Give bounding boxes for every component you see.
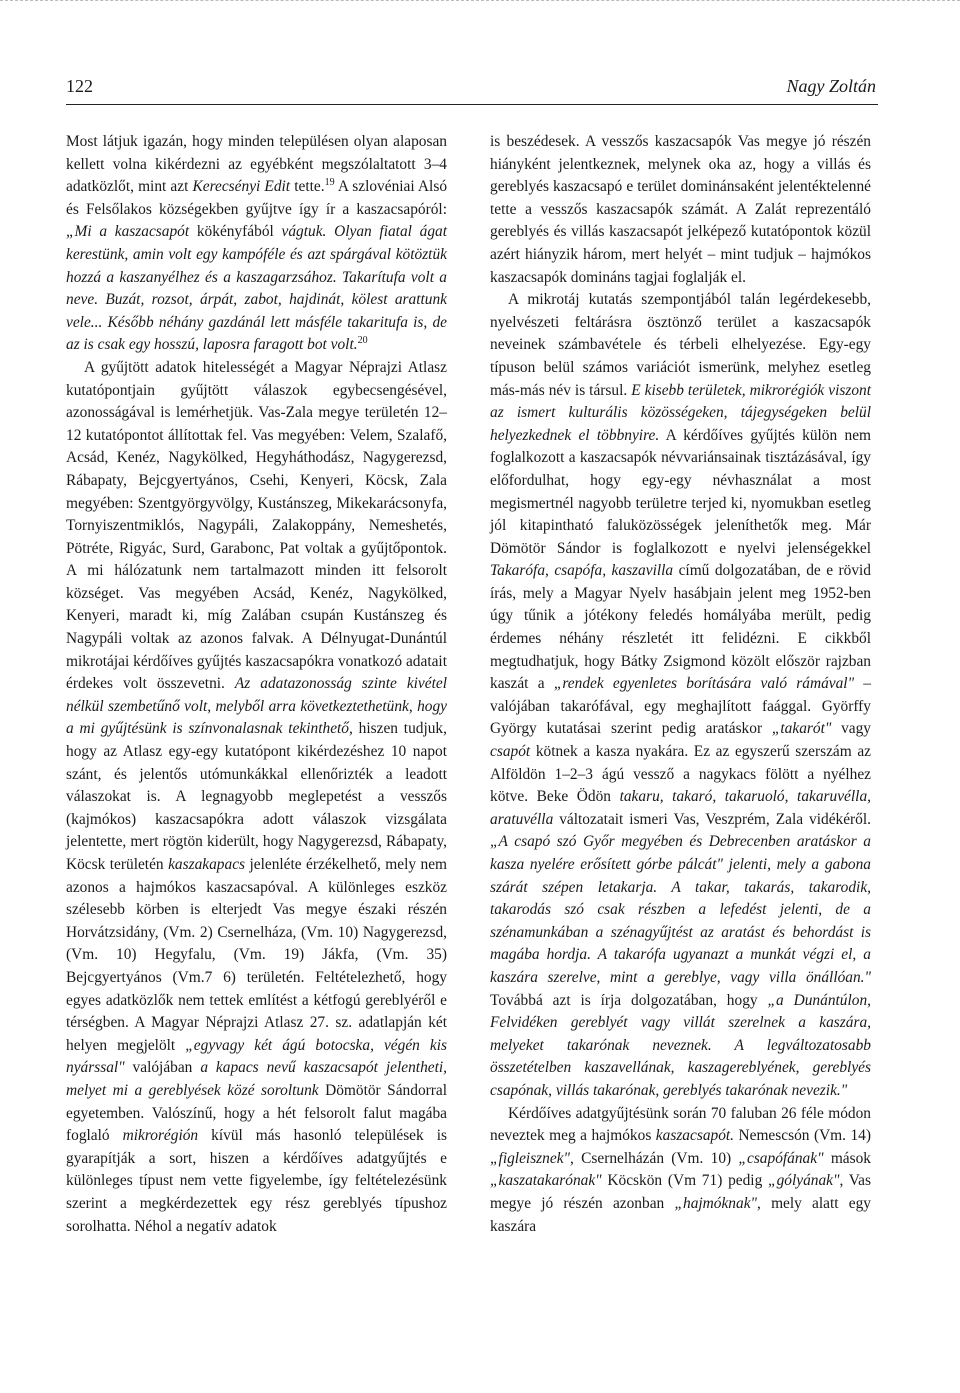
text-run: Takarófa, csapófa, kaszavilla (490, 562, 674, 580)
text-run: „A csapó szó Győr megyében és Debrecenben aratáskor a kasza nyelére erősített górbe pálcát" jelenti, mely a gabona szárát szépen letakarja. A takar, takarás, takarodik, takarodás szó csak részben a lefedést jelenti, de a szénamunkában a szénagyűjtést az aratást és behordást is magába hordja. A takarófa ugyanazt a munkát végzi el, a kaszára szerelve, mint a gereblye, vagy villa önállóan." (490, 833, 871, 986)
text-run: „rendek egyenletes borítására való rámával" (553, 675, 855, 693)
text-run: „kaszatakarónak" (490, 1172, 602, 1190)
text-run: „egyvagy két ágú botocska, végén kis nyárssal" (66, 1036, 447, 1077)
text-run: csapót (490, 743, 531, 761)
header-rule (66, 104, 878, 105)
text-run: a kapacs nevű kaszacsapót jelentheti, melyet mi a gereblyések közé soroltunk (66, 1059, 447, 1099)
text-run: A mikrotáj kutatás szempontjából talán legérdekesebb, nyelvészeti feltárásra ösztönző terület a kaszacsapók neveinek számbavétele és térbeli elhelyezése. Egy-egy típuson belül számos variációt ismerünk, melyhez esetleg más-más név is társul. (490, 291, 871, 399)
text-run: Dömötör Sándorral egyetemben. Valószínű, hogy a hét felsorolt falut magába foglaló (66, 1081, 447, 1145)
text-run: A gyűjtött adatok hitelességét a Magyar Néprajzi Atlasz kutatópontjain gyűjtött válaszok egybecsengésével, azonosságával is lemérhetjük. Vas-Zala megye területén 12–12 kutatópontot állítottak fel. Vas megyében: Velem, Szalafő, Acsád, Kenéz, Nagykölked, Hegyháthodász, Nagygerezsd, Rábapaty, Bejcgyertyános, Csehi, Kenyeri, Köcsk, Zala megyében: Szentgyörgyvölgy, Kustánszeg, Mikekarácsonyfa, Tornyiszentmiklós, Nagypáli, Zalakoppány, Nemeshetés, Pötréte, Rigyác, Surd, Garabonc, Pat voltak a gyűjtőpontok. A mi hálózatunk nem tartalmazott minden itt felsorolt községet. Vas megyében Acsád, Kenéz, Nagykölked, Kenyeri, maradt ki, míg Zalában csupán Kustánszeg és Nagypáli voltak az azonos falvak. A Délnyugat-Dunántúl mikrotájai kérdőíves gyűjtés kaszacsapókra vonatkozó adatait érdekes volt összevetni. (66, 358, 447, 693)
text-run: , Csernelházán (Vm. 10) (570, 1149, 739, 1167)
text-run: , Vas megye jó részén azonban (490, 1172, 871, 1212)
running-author: Nagy Zoltán (786, 76, 876, 96)
paragraph (66, 357, 447, 1238)
footnote-ref: 19 (324, 177, 335, 189)
left-column (66, 131, 447, 1238)
text-run: „gólyának" (768, 1172, 840, 1190)
paragraph (490, 131, 871, 289)
text-run: A szlovéniai Alsó és Felsőlakos községekben gyűjtve így ír a kaszacsapóról: (66, 178, 448, 218)
text-run: jelenléte érzékelhető, mely nem azonos a hajmókos kaszacsapóval. A különleges eszköz szélesebb körben is elterjedt Vas megye északi részén Horvátzsidány, (Vm. 2) Csernelháza, (Vm. 10) Nagygerezsd, (Vm. 10) Hegyfalu, (Vm. 19) Jákfa, (Vm. 35) Bejcgyertyános (Vm.7 6) területén. Feltételezhető, hogy egyes adatközlők nem tettek említést a kétfogú gereblyéről e térségben. A Magyar Néprajzi Atlasz 27. sz. adatlapján két helyen megjelölt (66, 856, 448, 1054)
right-column (490, 131, 871, 1238)
footnote-ref: 20 (357, 335, 368, 347)
text-run: változatait ismeri Vas, Veszprém, Zala vidékéről. (553, 810, 871, 828)
text-run: „hajmóknak" (674, 1194, 757, 1212)
text-run: kötnek a kasza nyakára. Ez az egyszerű szerszám az Alföldön 1–2–3 ágú vessző a nagykacs fölött a nyélhez kötve. Beke Ödön (490, 743, 871, 806)
text-run: „a Dunántúlon, Felvidéken gereblyét vagy villát szerelnek a kaszára, melyeket takarónak neveznek. A legváltozatosabb összetételben kaszavellának, kaszagereblyének, gereblyés csapónak, villás takarónak, gereblyés takarónak nevezik." (490, 991, 872, 1099)
text-run: hiszen tudjuk, hogy az Atlasz egy-egy kutatópont kikérdezéshez 10 napot szánt, és jelentős utómunkákkal ellenőrizték a leadott válaszokat is. A legnagyobb meglepetést a vesszős (kajmókos) kaszacsapókra adott válaszok vizsgálata jelentette, mert rögtön kiderült, hogy Nagygerezsd, Rábapaty, Köcsk területén (66, 720, 447, 873)
text-run: is beszédesek. A vesszős kaszacsapók Vas megye jó részén hiányként jelentkeznek, melynek oka az, hogy a villás és gereblyés kaszacsapó e terület dominánsaként jelentéktelenné tette a vesszős kaszacsapók számát. A Zalát reprezentáló gereblyés és villás kaszacsapót jelképező kutatópontok közül azért hiányzik három, mert helyét – mint tudjuk – hajmókos kaszacsapók domináns tagjai foglalják el. (490, 133, 871, 286)
text-run: A kérdőíves gyűjtés külön nem foglalkozott a kaszacsapók névvariánsainak tisztázásával, így előfordulhat, hogy egy-egy névhasználat a most megismertnél nagyobb területre terjed ki, nyomukban esetleg jól kitapintható faluközösségek jeleníthetők meg. Már Dömötör Sándor is foglalkozott e nyelvi jelenségekkel (490, 426, 871, 557)
text-run: című dolgozatában, de e rövid írás, mely a Magyar Nyelv hasábjain jelent meg 1952-ben úgy tűnik a jótékony feledés homályába merült, pedig érdemes néhány részletét itt felidézni. E cikkből megtudhatjuk, hogy Bátky Zsigmond közölt először rajzban kaszát a (490, 562, 871, 693)
text-run: takaru, takaró, takaruoló, takaruvélla, aratuvélla (490, 788, 871, 828)
text-run: Továbbá azt is írja dolgozatában, hogy (490, 991, 768, 1009)
text-run: mikrorégión (122, 1127, 199, 1145)
text-run: Az adatazonosság szinte kivétel nélkül szembetűnő volt, melyből arra következtethetünk, hogy a mi gyűjtésünk is színvonalasnak tekinthető, (66, 675, 447, 738)
text-run: vagy (831, 720, 871, 738)
text-run: „figleisznek" (490, 1149, 570, 1167)
paragraph (490, 1103, 871, 1239)
text-run: kaszakapacs (168, 856, 246, 873)
text-run: kökényfából (189, 223, 282, 241)
text-run: Nemescsón (Vm. 14) (734, 1127, 871, 1145)
page-number: 122 (66, 76, 93, 96)
text-run: mások (823, 1149, 872, 1167)
top-dashed-rule (0, 0, 960, 7)
text-run: „takarót" (771, 720, 832, 738)
text-run: „csapófának" (738, 1149, 824, 1167)
running-header (66, 76, 876, 100)
text-run: valójában (124, 1059, 201, 1077)
paragraph (66, 131, 447, 357)
text-run: , mely alatt egy kaszára (490, 1194, 871, 1235)
text-run: „Mi a kaszacsapót (66, 223, 190, 241)
text-run: E kisebb területek, mikrorégiók viszont az ismert kulturális közösségeken, tájegységeken belül helyezkednek el többnyire. (490, 381, 871, 444)
text-run: Kérdőíves adatgyűjtésünk során 70 faluban 26 féle módon neveztek meg a hajmókos (490, 1104, 871, 1145)
text-run: Köcskön (Vm 71) pedig (601, 1172, 769, 1190)
text-run: tette. (290, 178, 325, 196)
text-run: Most látjuk igazán, hogy minden településen olyan alaposan kellett volna kikérdezni az egyébként megszólaltatott 3–4 adatközlőt, mint azt (66, 133, 447, 196)
text-run: kaszacsapót. (655, 1127, 735, 1145)
text-run: kívül más hasonló települések is gyarapítják a sort, hiszen a kérdőíves adatgyűjtés e különleges típust nem vette figyelembe, így feltételezésünk szerint a megkérdezettek egy rész gereblyés típushoz sorolhatta. Néhol a negatív adatok (66, 1127, 447, 1235)
text-run: – valójában takarófával, egy meghajlított faággal. Györffy György kutatásai szerint pedig aratáskor (490, 675, 871, 738)
text-run: Kerecsényi Edit (192, 178, 291, 196)
paragraph (490, 289, 871, 1102)
text-run: vágtuk. Olyan fiatal ágat kerestünk, amin volt egy kampóféle és azt spárgával kötöztük hozzá a kaszanyélhez és a kaszagarzsához. Takarítufa volt a neve. Buzát, rozsot, árpát, zabot, hajdinát, kölest arattunk vele... Később néhány gazdánál lett másféle takaritufa is, de az is csak egy hosszú, laposra faragott bot volt. (66, 223, 447, 354)
